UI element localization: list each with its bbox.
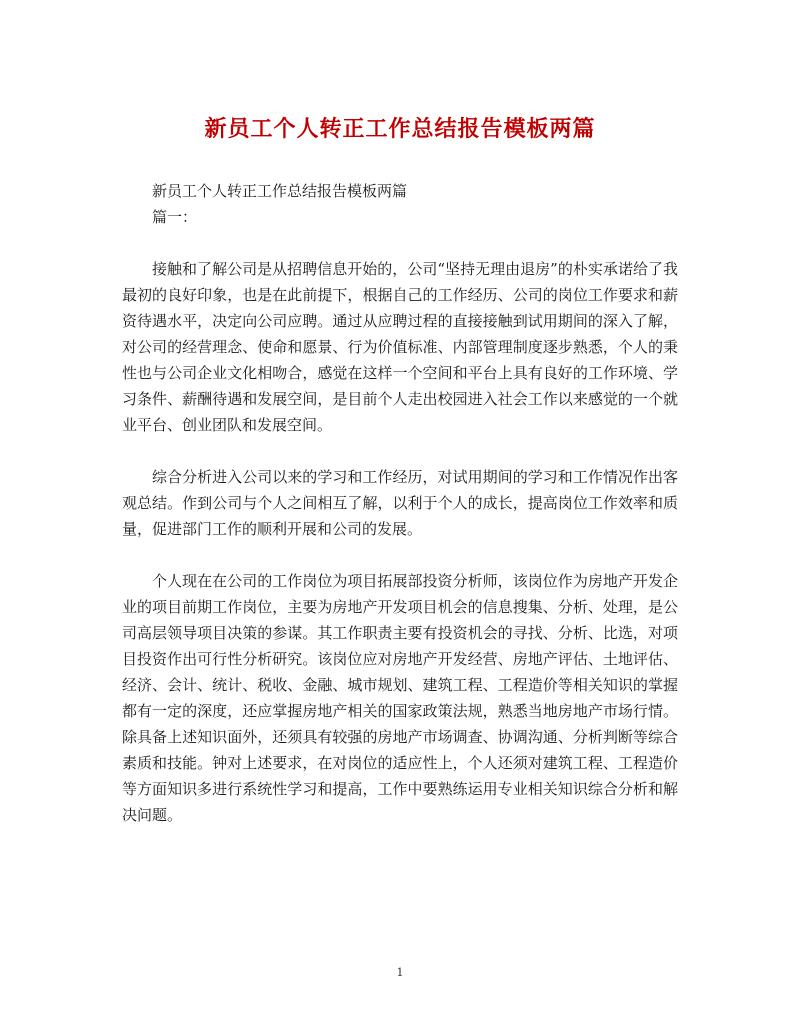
section-label: 篇一： <box>152 208 198 226</box>
document-body <box>122 178 678 828</box>
page-number: 1 <box>396 966 404 979</box>
document-title: 新员工个人转正工作总结报告模板两篇 <box>204 116 596 142</box>
paragraph-1: 接触和了解公司是从招聘信息开始的，公司“坚持无理由退房”的朴实承诺给了我最初的良好印象，也是在此前提下，根据自己的工作经历、公司的岗位工作要求和薪资待遇水平，决定向公司应聘。通过从应聘过程的直接接触到试用期间的深入了解，对公司的经营理念、使命和愿景、行为价值标准、内部管理制度逐步熟悉，个人的秉性也与公司企业文化相吻合，感觉在这样一个空间和平台上具有良好的工作环境、学习条件、薪酬待遇和发展空间，是目前个人走出校园进入社会工作以来感觉的一个就业平台、创业团队和发展空间。 <box>122 260 678 434</box>
paragraph-spacer <box>122 542 678 568</box>
paragraph-2: 综合分析进入公司以来的学习和工作经历，对试用期间的学习和工作情况作出客观总结。作到公司与个人之间相互了解，以利于个人的成长，提高岗位工作效率和质量，促进部门工作的顺利开展和公司的发展。 <box>122 468 678 538</box>
paragraph-3: 个人现在在公司的工作岗位为项目拓展部投资分析师，该岗位作为房地产开发企业的项目前期工作岗位，主要为房地产开发项目机会的信息搜集、分析、处理，是公司高层领导项目决策的参谋。其工作职责主要有投资机会的寻找、分析、比选，对项目投资作出可行性分析研究。该岗位应对房地产开发经营、房地产评估、土地评估、经济、会计、统计、税收、金融、城市规划、建筑工程、工程造价等相关知识的掌握都有一定的深度，还应掌握房地产相关的国家政策法规，熟悉当地房地产市场行情。除具备上述知识面外，还须具有较强的房地产市场调查、协调沟通、分析判断等综合素质和技能。钟对上述要求，在对岗位的适应性上，个人还须对建筑工程、工程造价等方面知识多进行系统性学习和提高，工作中要熟练运用专业相关知识综合分析和解决问题。 <box>122 572 678 824</box>
document-subtitle: 新员工个人转正工作总结报告模板两篇 <box>152 182 408 200</box>
paragraph-spacer <box>122 230 678 256</box>
paragraph-spacer <box>122 438 678 464</box>
